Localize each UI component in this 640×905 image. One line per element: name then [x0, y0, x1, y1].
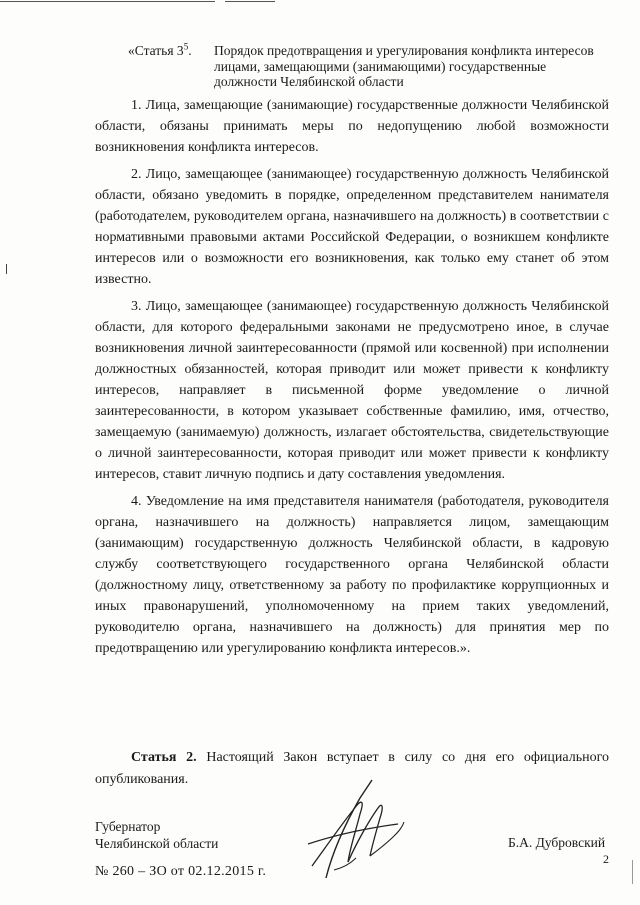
signatory-name: Б.А. Дубровский [508, 835, 606, 850]
signatory-title [95, 818, 218, 852]
paragraph-2: 2. Лицо, замещающее (занимающее) государственную должность Челябинской области, обязано уведомить в порядке, определенном представителем нанимателя (работодателем, руководителем органа, назначившего на должность) в соответствии с нормативными правовыми актами Российской Федерации, о возникшем конфликте интересов или о возможности его возникновения, как только ему станет об этом известно. [95, 167, 609, 287]
scan-margin-mark [6, 264, 7, 274]
paragraph-3: 3. Лицо, замещающее (занимающее) государственную должность Челябинской области, для которого федеральными законами не предусмотрено иное, в случае возникновения личной заинтересованности (прямой или косвенной) при исполнении должностных обязанностей, которая приводит или может привести к конфликту интересов, направляет в письменной форме уведомление о личной заинтересованности, в котором указывает собственные фамилию, имя, отчество, замещаемую (занимаемую) должность, излагает обстоятельства, свидетельствующие о личной заинтересованности, которая приводит или может привести к конфликту интересов, ставит личную подпись и дату составления уведомления. [95, 299, 609, 482]
signatory-title-line1: Губернатор [95, 819, 161, 834]
scan-edge-mark [632, 860, 633, 884]
law-article-label: Статья 2. [131, 750, 197, 765]
registration-number: № 260 – ЗО от 02.12.2015 г. [95, 864, 267, 879]
signatory-title-line2: Челябинской области [95, 836, 219, 851]
scan-line-top [0, 1, 215, 2]
article-label: «Статья $3^5$. [128, 41, 192, 58]
article-heading: Порядок предотвращения и урегулирования конфликта интересов лицами, замещающими (занимающими) государственные должности Челябинской области [214, 43, 594, 89]
law-text: Настоящий Закон вступает в силу со дня его официального опубликования. [95, 750, 609, 787]
handwritten-signature [298, 774, 406, 886]
scan-line-top-short [225, 1, 275, 2]
paragraph-4: 4. Уведомление на имя представителя нанимателя (работодателя, руководителя органа, назначившего на должность) направляется лицом, замещающим (занимающим) государственную должность Челябинской области, в кадровую службу соответствующего государственного органа Челябинской области (должностному лицу, ответственному за работу по профилактике коррупционных и иных правонарушений, уполномоченному на прием таких уведомлений, руководителю органа, назначившего на должность) для принятия мер по предотвращению или урегулированию конфликта интересов.». [95, 494, 609, 656]
page-number: 2 [603, 852, 609, 866]
paragraph-1: 1. Лица, замещающие (занимающие) государственные должности Челябинской области, обязаны принимать меры по недопущению любой возможности возникновения конфликта интересов. [95, 98, 609, 155]
article-body [95, 95, 609, 665]
